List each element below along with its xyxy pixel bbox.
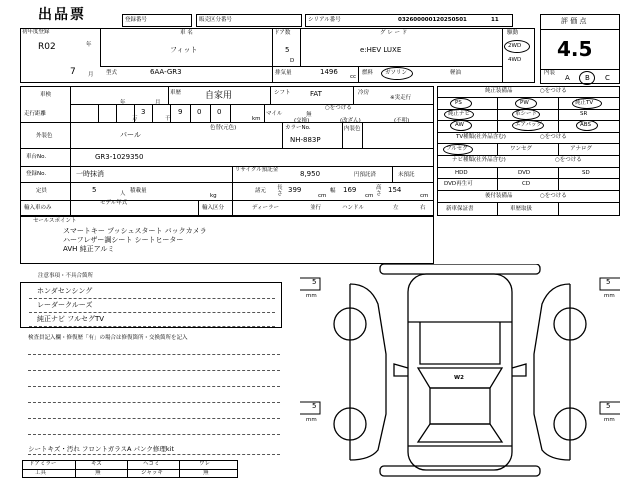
fuel-circle [381,67,413,80]
rear-warranty: 新車保証書 [446,206,474,212]
mileage-digit-2: 9 [178,108,183,116]
field-reg-no: 登録番号 [122,14,192,27]
fuel-gasoline: ガソリン [385,70,408,76]
car-damage-diagram [290,264,630,478]
mileage-digit-4: 0 [217,108,222,116]
drive-4wd: 4WD [508,57,522,63]
tv-analog: アナログ [570,146,593,152]
damage-mark-w2: W2 [454,375,464,381]
seating-capacity: 5 [92,186,97,194]
note-line-3: 純正ナビ フルセグTV [37,315,105,323]
score-box: 評 価 点 4.5 内装 A B C [540,14,620,84]
tire-front-left: 5 [312,278,317,286]
tire-front-right: 5 [606,278,611,286]
sales-points-box: セールスポイント スマートキー プッシュスタート バックカメラ ハーフレザー調シート シートヒーター AVH 純正アルミ [20,216,434,264]
drive-2wd: 2WD [508,43,522,49]
equip-aw: AW [455,122,464,128]
equip-ps: PS [455,100,462,106]
model-code: 6AA-GR3 [150,68,182,76]
interior-grade-c: C [605,74,610,82]
equip-pw: PW [520,100,529,106]
grade-value: e:HEV LUXE [360,46,402,54]
vehicle-height: 154 [388,186,402,194]
equip-navi: 純正ナビ [448,111,471,117]
interior-grade-circle [579,71,595,85]
equip-airbag: エアバッグ [515,122,543,128]
sales-point-line-1: スマートキー プッシュスタート バックカメラ [63,227,207,235]
vehicle-length: 399 [288,186,302,194]
field-serial-no: シリアル番号 032600000120250501 11 [305,14,513,27]
notes-box [20,282,282,328]
serial-suffix: 11 [491,17,499,23]
bottom-remark: シートキズ・汚れ フロントガラスA パンク修理kit [28,445,175,453]
interior-grade-a: A [565,74,570,82]
recycle-paid: 円預託済 [354,172,377,178]
rear-history: 車歴取扱 [510,206,533,212]
mileage-digit-3: 0 [197,108,202,116]
first-reg-month: 7 [70,67,76,77]
displacement: 1496 [320,68,338,76]
sales-point-line-3: AVH 純正アルミ [63,245,115,253]
equip-leather: 革シート [515,111,538,117]
score-value: 4.5 [557,37,593,61]
door-count: 5 [285,46,290,54]
first-reg-year: R02 [38,42,56,52]
drive-circle [504,40,530,53]
tire-rear-right: 5 [606,402,611,410]
registration-value: 一時抹消 [76,170,104,178]
shift-type: FAT [310,90,322,98]
legend-table: ドアミラー キズ ヘコミ ワレ 工具 無 ジャッキ 無 [22,460,238,478]
serial-number: 032600000120250501 [398,17,467,23]
recycle-unpaid: 未預託 [398,172,415,178]
note-line-2: レーダークルーズ [37,301,93,309]
equip-abs: ABS [580,122,591,128]
sheet-title: 出品票 [38,7,86,23]
equip-sr: SR [580,111,588,117]
vehicle-name: フィット [170,46,198,54]
exterior-color: パール [120,131,141,139]
interior-grade-b: B [585,74,590,82]
equip-tv: 純正TV [575,100,594,106]
color-number: NH-883P [290,136,321,144]
tv-oneseg: ワンセグ [510,146,533,152]
usage-class: 自家用 [205,91,233,101]
tire-rear-left: 5 [312,402,317,410]
note-line-1: ホンダセンシング [37,287,93,295]
recycle-fee: 8,950 [300,170,321,178]
field-sales-no: 販売区分番号 [196,14,302,27]
chassis-number: GR3-1029350 [95,153,144,161]
mileage-digit-1: 3 [141,108,146,116]
sales-point-line-2: ハーフレザー調シート シートヒーター [63,236,184,244]
vehicle-width: 169 [343,186,357,194]
tv-fullseg: フルセグ [446,146,468,152]
